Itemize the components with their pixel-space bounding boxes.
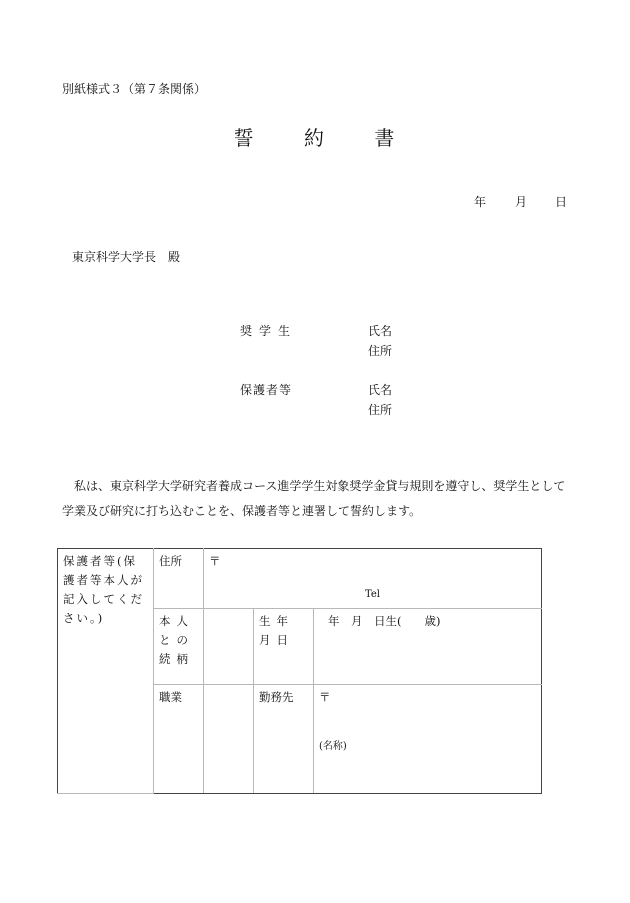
guardian-address-label: 住所 bbox=[368, 403, 393, 417]
address-label: 住所 bbox=[159, 554, 182, 568]
work-field[interactable] bbox=[314, 685, 542, 794]
job-label-cell bbox=[154, 685, 204, 794]
address-field[interactable] bbox=[204, 549, 542, 609]
postal-mark: 〒 bbox=[209, 554, 221, 568]
guardian-info-table bbox=[57, 548, 542, 794]
scholar-name-label: 氏名 bbox=[368, 324, 393, 338]
guardian-role: 保護者等 bbox=[240, 383, 293, 397]
guardian-heading: 保護者等(保護者等本人が記入してください。) bbox=[63, 554, 144, 625]
birth-label: 生年月日 bbox=[259, 614, 294, 647]
relation-field[interactable] bbox=[204, 609, 254, 685]
job-field[interactable] bbox=[204, 685, 254, 794]
title-char-2: 約 bbox=[304, 126, 326, 150]
relation-label-cell bbox=[154, 609, 204, 685]
tel-label: Tel bbox=[364, 589, 380, 600]
date-month-label: 月 bbox=[515, 195, 528, 209]
birth-value: 年 月 日生( 歳) bbox=[328, 614, 441, 628]
guardian-name-label: 氏名 bbox=[368, 383, 393, 397]
address-label-cell bbox=[154, 549, 204, 609]
job-label: 職業 bbox=[159, 690, 182, 704]
date-year-label: 年 bbox=[474, 195, 487, 209]
form-number: 別紙様式３（第７条関係） bbox=[62, 82, 207, 96]
addressee: 東京科学大学長 殿 bbox=[72, 250, 181, 264]
birth-label-cell bbox=[254, 609, 314, 685]
title-char-3: 書 bbox=[374, 126, 397, 150]
title-char-1: 誓 bbox=[233, 126, 256, 150]
document-title bbox=[0, 122, 630, 151]
relation-label: 本人との続柄 bbox=[159, 614, 194, 666]
scholar-role: 奨学生 bbox=[240, 324, 298, 338]
guardian-heading-cell bbox=[58, 549, 154, 794]
work-postal-mark: 〒 bbox=[319, 690, 331, 704]
work-label: 勤務先 bbox=[259, 690, 294, 704]
scholar-address-label: 住所 bbox=[368, 344, 393, 358]
work-name-label: (名称) bbox=[319, 741, 347, 752]
oath-paragraph: 私は、東京科学大学研究者養成コース進学学生対象奨学金貸与規則を遵守し、奨学生として学業及び研究に打ち込むことを、保護者等と連署して誓約します。 bbox=[62, 479, 566, 518]
work-label-cell bbox=[254, 685, 314, 794]
date-day-label: 日 bbox=[555, 195, 568, 209]
birth-field[interactable] bbox=[314, 609, 542, 685]
